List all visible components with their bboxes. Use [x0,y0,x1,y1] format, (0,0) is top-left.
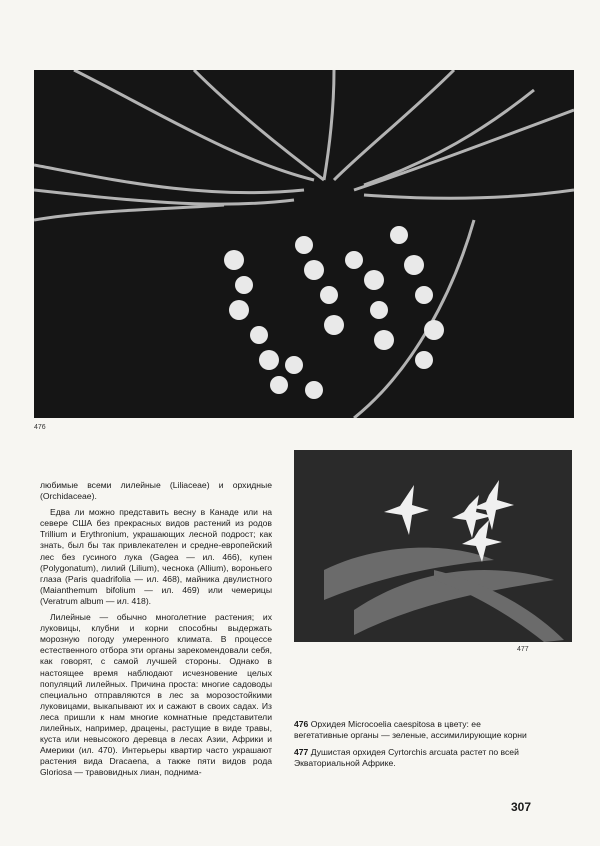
caption-477-text: Душистая орхидея Cyrtorchis arcuata растет по всей Экваториальной Африке. [294,747,519,769]
body-text-column [40,480,272,783]
page-number: 307 [511,800,532,814]
paragraph-2: Едва ли можно представить весну в Канаде или на севере США без прекрасных видов растений из родов Trillium и Erythronium, украшающих лесной подрост; как знать, был бы так привлекателен и средне-европейский лес без гусиного лука (Gagea — ил. 466), купен (Polygonatum), лилий (Lilium), чеснока (Allium), вороньего глаза (Paris quadrifolia — ил. 468), майника двулистного (Maianthemum bifolium — ил. 469) или чемерицы (Veratrum album — ил. 418). [40,507,272,606]
orchid-photo-476 [34,70,574,418]
orchid-photo-477 [294,450,572,642]
caption-476 [294,719,530,741]
figure-captions [294,719,530,775]
caption-476-number: 476 [294,719,311,729]
paragraph-1: любимые всеми лилейные (Liliaceae) и орхидные (Orchidaceae). [40,480,272,502]
caption-477-number: 477 [294,747,311,758]
caption-477 [294,747,530,769]
figure-number-477: 477 [517,646,529,653]
caption-476-text: Орхидея Microcoelia caespitosa в цвету: ее вегетативные органы — зеленые, ассимилирующие корни [294,719,527,741]
paragraph-3: Лилейные — обычно многолетние растения; их луковицы, клубни и корни способны выдержать морозную погоду умеренного климата. В процессе естественного отбора эти органы зарекомендовали себя, как говорят, с самой лучшей стороны. Однако в настоящее время наблюдают исчезновение целых популяций лилейных. Причина проста: многие садоводы специально отправляются в лес за морозостойкими луковицами, выкапывают их и сажают в своих садах. Из леса пришли к нам многие комнатные представители лилейных, например, драцены, растущие в виде травы, куста или невысокого деревца в лесах Азии, Африки и Америки (ил. 470). Интерьеры квартир часто украшают растения вида Dracaena, а также пяти видов рода Gloriosa — травовидных лиан, поднима- [40,612,272,778]
figure-number-476: 476 [34,424,46,431]
